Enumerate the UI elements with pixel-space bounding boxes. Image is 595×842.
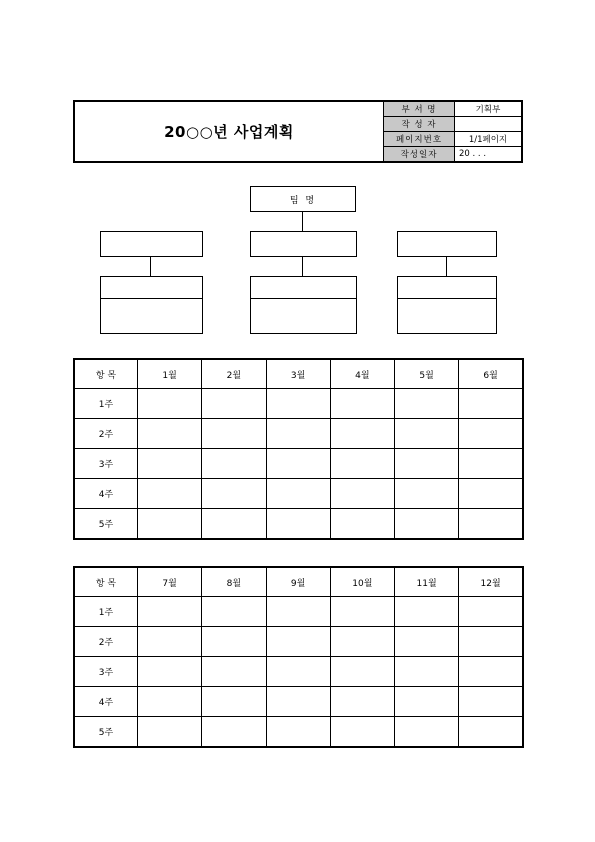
org-sub-divider: [101, 298, 202, 299]
schedule-cell[interactable]: [202, 479, 266, 509]
schedule-cell[interactable]: [138, 449, 202, 479]
week-row: [74, 389, 523, 419]
item-header: 항 목: [74, 567, 138, 597]
month-header: 12월: [459, 567, 523, 597]
schedule-cell[interactable]: [138, 509, 202, 540]
month-header: 11월: [395, 567, 459, 597]
team-name-label: 팀 명: [289, 195, 317, 206]
month-header: 8월: [202, 567, 266, 597]
week-row: [74, 687, 523, 717]
item-header: 항 목: [74, 359, 138, 389]
schedule-cell[interactable]: [266, 657, 330, 687]
schedule-cell[interactable]: [330, 627, 394, 657]
week-label: 3주: [74, 657, 138, 687]
week-row: [74, 627, 523, 657]
schedule-cell[interactable]: [395, 657, 459, 687]
schedule-cell[interactable]: [138, 479, 202, 509]
info-value[interactable]: 기획부: [455, 102, 522, 117]
schedule-cell[interactable]: [202, 449, 266, 479]
week-label: 1주: [74, 389, 138, 419]
schedule-cell[interactable]: [138, 717, 202, 748]
schedule-header-row: [74, 359, 523, 389]
schedule-cell[interactable]: [266, 597, 330, 627]
schedule-cell[interactable]: [138, 687, 202, 717]
month-header: 7월: [138, 567, 202, 597]
schedule-cell[interactable]: [138, 597, 202, 627]
schedule-cell[interactable]: [202, 657, 266, 687]
week-label: 1주: [74, 597, 138, 627]
org-sub-box-left[interactable]: [100, 276, 203, 334]
schedule-cell[interactable]: [202, 717, 266, 748]
schedule-cell[interactable]: [459, 449, 523, 479]
org-sub-divider: [251, 298, 356, 299]
schedule-cell[interactable]: [266, 479, 330, 509]
week-row: [74, 717, 523, 748]
schedule-cell[interactable]: [266, 717, 330, 748]
info-value[interactable]: [455, 117, 522, 132]
team-name-box[interactable]: [250, 186, 356, 212]
schedule-cell[interactable]: [330, 687, 394, 717]
schedule-cell[interactable]: [330, 509, 394, 540]
schedule-cell[interactable]: [395, 389, 459, 419]
schedule-cell[interactable]: [330, 449, 394, 479]
week-label: 4주: [74, 479, 138, 509]
schedule-cell[interactable]: [459, 657, 523, 687]
schedule-cell[interactable]: [459, 479, 523, 509]
schedule-cell[interactable]: [459, 597, 523, 627]
schedule-cell[interactable]: [459, 717, 523, 748]
schedule-cell[interactable]: [330, 389, 394, 419]
info-row-author: [384, 117, 521, 132]
schedule-table-second-half: [73, 566, 524, 748]
org-connector: [302, 257, 303, 276]
schedule-cell[interactable]: [459, 627, 523, 657]
month-header: 3월: [266, 359, 330, 389]
document-info-table: [383, 102, 521, 161]
org-sub-box-right[interactable]: [397, 276, 497, 334]
document-header: [73, 100, 523, 163]
schedule-cell[interactable]: [138, 389, 202, 419]
week-row: [74, 419, 523, 449]
month-header: 1월: [138, 359, 202, 389]
week-label: 3주: [74, 449, 138, 479]
schedule-cell[interactable]: [138, 419, 202, 449]
org-sub-divider: [398, 298, 496, 299]
month-header: 5월: [395, 359, 459, 389]
schedule-cell[interactable]: [202, 509, 266, 540]
schedule-cell[interactable]: [266, 389, 330, 419]
schedule-cell[interactable]: [395, 479, 459, 509]
schedule-header-row: [74, 567, 523, 597]
week-label: 5주: [74, 717, 138, 748]
schedule-cell[interactable]: [266, 449, 330, 479]
week-row: [74, 597, 523, 627]
schedule-cell[interactable]: [266, 419, 330, 449]
info-label: 작 성 자: [384, 117, 455, 132]
schedule-cell[interactable]: [202, 419, 266, 449]
month-header: 2월: [202, 359, 266, 389]
schedule-cell[interactable]: [330, 419, 394, 449]
info-row-department: [384, 102, 521, 117]
info-row-page-number: [384, 132, 521, 147]
schedule-cell[interactable]: [330, 479, 394, 509]
schedule-cell[interactable]: [138, 657, 202, 687]
org-box-center[interactable]: [250, 231, 357, 257]
schedule-cell[interactable]: [459, 419, 523, 449]
schedule-cell[interactable]: [330, 717, 394, 748]
week-label: 2주: [74, 627, 138, 657]
week-label: 4주: [74, 687, 138, 717]
schedule-cell[interactable]: [395, 717, 459, 748]
week-row: [74, 509, 523, 540]
week-label: 5주: [74, 509, 138, 540]
month-header: 9월: [266, 567, 330, 597]
info-row-date: [384, 147, 521, 162]
schedule-cell[interactable]: [138, 627, 202, 657]
org-connector: [446, 257, 447, 276]
schedule-cell[interactable]: [202, 597, 266, 627]
org-connector: [150, 257, 151, 276]
org-box-left[interactable]: [100, 231, 203, 257]
info-value[interactable]: 1/1페이지: [455, 132, 522, 147]
month-header: 4월: [330, 359, 394, 389]
schedule-cell[interactable]: [202, 389, 266, 419]
org-box-right[interactable]: [397, 231, 497, 257]
schedule-cell[interactable]: [266, 687, 330, 717]
schedule-cell[interactable]: [395, 419, 459, 449]
week-row: [74, 449, 523, 479]
month-header: 6월: [459, 359, 523, 389]
schedule-cell[interactable]: [266, 509, 330, 540]
schedule-cell[interactable]: [202, 627, 266, 657]
week-label: 2주: [74, 419, 138, 449]
schedule-cell[interactable]: [330, 657, 394, 687]
schedule-cell[interactable]: [459, 687, 523, 717]
schedule-cell[interactable]: [459, 509, 523, 540]
info-label: 작성일자: [384, 147, 455, 162]
schedule-cell[interactable]: [459, 389, 523, 419]
schedule-cell[interactable]: [202, 687, 266, 717]
week-row: [74, 657, 523, 687]
schedule-cell[interactable]: [395, 687, 459, 717]
week-row: [74, 479, 523, 509]
info-label: 페이지번호: [384, 132, 455, 147]
schedule-cell[interactable]: [395, 627, 459, 657]
schedule-cell[interactable]: [395, 597, 459, 627]
month-header: 10월: [330, 567, 394, 597]
schedule-cell[interactable]: [266, 627, 330, 657]
schedule-cell[interactable]: [395, 449, 459, 479]
org-connector: [302, 212, 303, 231]
org-sub-box-center[interactable]: [250, 276, 357, 334]
info-label: 부 서 명: [384, 102, 455, 117]
schedule-cell[interactable]: [395, 509, 459, 540]
schedule-cell[interactable]: [330, 597, 394, 627]
schedule-table-first-half: [73, 358, 524, 540]
info-value[interactable]: 20 . . .: [455, 147, 522, 162]
document-title: 20○○년 사업계획: [164, 123, 294, 141]
